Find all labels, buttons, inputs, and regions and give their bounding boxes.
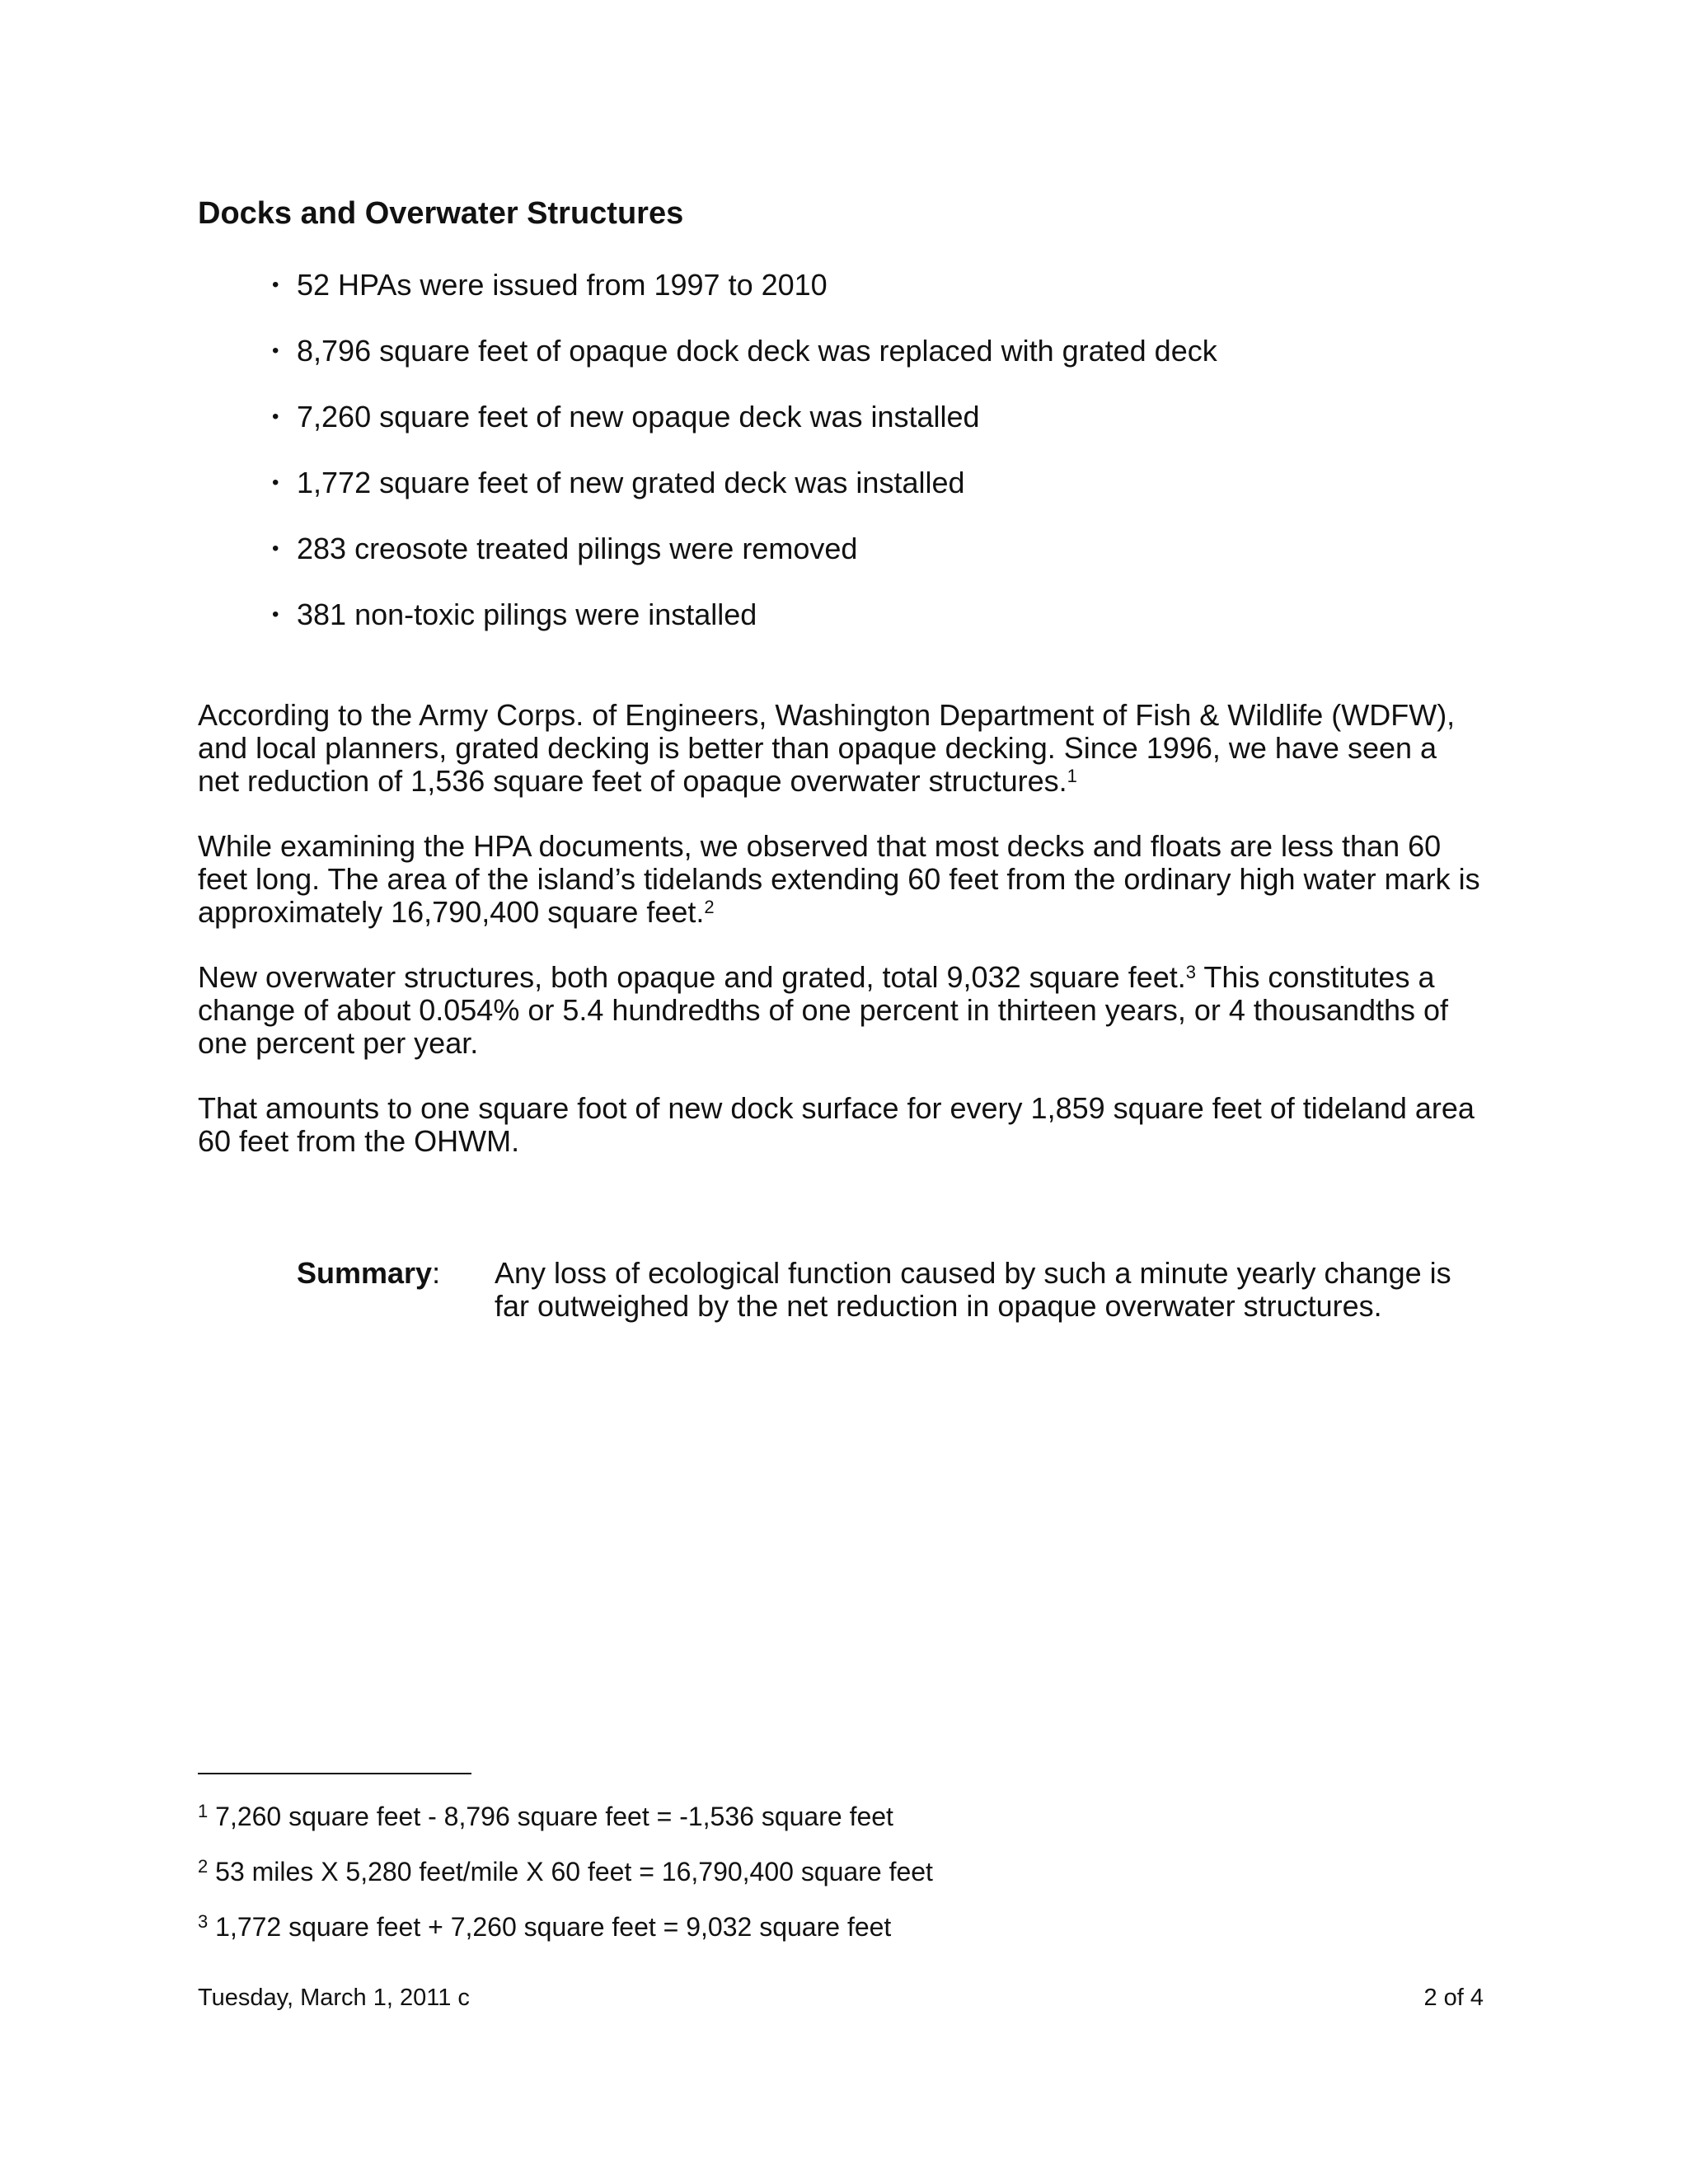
summary-label bbox=[297, 1257, 440, 1290]
bullet-item bbox=[198, 331, 1484, 397]
paragraph-corps-findings bbox=[198, 699, 1484, 798]
footnote-ref-3[interactable]: 3 bbox=[1185, 962, 1196, 982]
bullet-dot-icon: • bbox=[272, 274, 279, 296]
footnote-3 bbox=[198, 1910, 1484, 1943]
footnote-ref-1[interactable]: 1 bbox=[1067, 766, 1077, 786]
bullet-list bbox=[198, 265, 1484, 661]
bullet-dot-icon: • bbox=[272, 471, 279, 494]
paragraph-text: According to the Army Corps. of Engineers, Washington Department of Fish & Wildlife (WDFW), and local planners, grated decking is better than opaque decking. Since 1996, we have seen a net reduction of 1,536 square feet of opaque overwater structures. bbox=[198, 698, 1456, 798]
bullet-dot-icon: • bbox=[272, 405, 279, 428]
bullet-text: 381 non-toxic pilings were installed bbox=[297, 598, 757, 631]
paragraph-hpa-observation bbox=[198, 830, 1484, 929]
footer-page-number: 2 of 4 bbox=[1423, 1985, 1484, 2011]
paragraph-ratio bbox=[198, 1092, 1484, 1158]
bullet-text: 52 HPAs were issued from 1997 to 2010 bbox=[297, 268, 828, 302]
bullet-text: 283 creosote treated pilings were removed bbox=[297, 532, 858, 565]
bullet-dot-icon: • bbox=[272, 537, 279, 560]
section-heading: Docks and Overwater Structures bbox=[198, 196, 684, 231]
bullet-dot-icon: • bbox=[272, 340, 279, 362]
bullet-item bbox=[198, 595, 1484, 661]
document-page bbox=[198, 0, 1484, 2184]
bullet-item bbox=[198, 529, 1484, 595]
footnote-mark: 2 bbox=[198, 1856, 209, 1877]
footnote-1 bbox=[198, 1800, 1484, 1833]
summary-text: Any loss of ecological function caused by such a minute yearly change is far outweighed by the net reduction in opaque overwater structures. bbox=[495, 1256, 1451, 1323]
footnote-2 bbox=[198, 1855, 1484, 1888]
bullet-dot-icon: • bbox=[272, 603, 279, 626]
footer-date: Tuesday, March 1, 2011 c bbox=[198, 1985, 470, 2011]
footnote-text: 1,772 square feet + 7,260 square feet = 9,032 square feet bbox=[208, 1912, 892, 1942]
footnote-divider bbox=[198, 1773, 471, 1774]
summary-label-text: Summary bbox=[297, 1256, 433, 1290]
footnote-mark: 3 bbox=[198, 1911, 209, 1932]
bullet-item bbox=[198, 265, 1484, 331]
footnote-ref-2[interactable]: 2 bbox=[704, 897, 715, 917]
bullet-text: 8,796 square feet of opaque dock deck was replaced with grated deck bbox=[297, 334, 1217, 368]
bullet-item bbox=[198, 397, 1484, 463]
paragraph-text: That amounts to one square foot of new dock surface for every 1,859 square feet of tideland area 60 feet from the OHWM. bbox=[198, 1091, 1475, 1158]
paragraph-text: New overwater structures, both opaque and grated, total 9,032 square feet. bbox=[198, 960, 1186, 994]
bullet-text: 7,260 square feet of new opaque deck was installed bbox=[297, 400, 980, 434]
footnote-mark: 1 bbox=[198, 1801, 209, 1821]
bullet-text: 1,772 square feet of new grated deck was installed bbox=[297, 466, 965, 499]
footnote-text: 53 miles X 5,280 feet/mile X 60 feet = 16,790,400 square feet bbox=[208, 1857, 933, 1886]
footnote-text: 7,260 square feet - 8,796 square feet = -1,536 square feet bbox=[208, 1802, 893, 1831]
paragraph-text: While examining the HPA documents, we observed that most decks and floats are less than 60 feet long. The area of the island’s tidelands extending 60 feet from the ordinary high water mark is approximately 16,790,400 square feet. bbox=[198, 829, 1480, 929]
paragraph-new-structures bbox=[198, 961, 1484, 1060]
bullet-item bbox=[198, 463, 1484, 529]
summary-colon: : bbox=[432, 1256, 441, 1290]
paragraph-text: This constitutes a change of about 0.054% or 5.4 hundredths of one percent in thirteen years, or 4 thousandths of one percent per year. bbox=[198, 960, 1449, 1060]
